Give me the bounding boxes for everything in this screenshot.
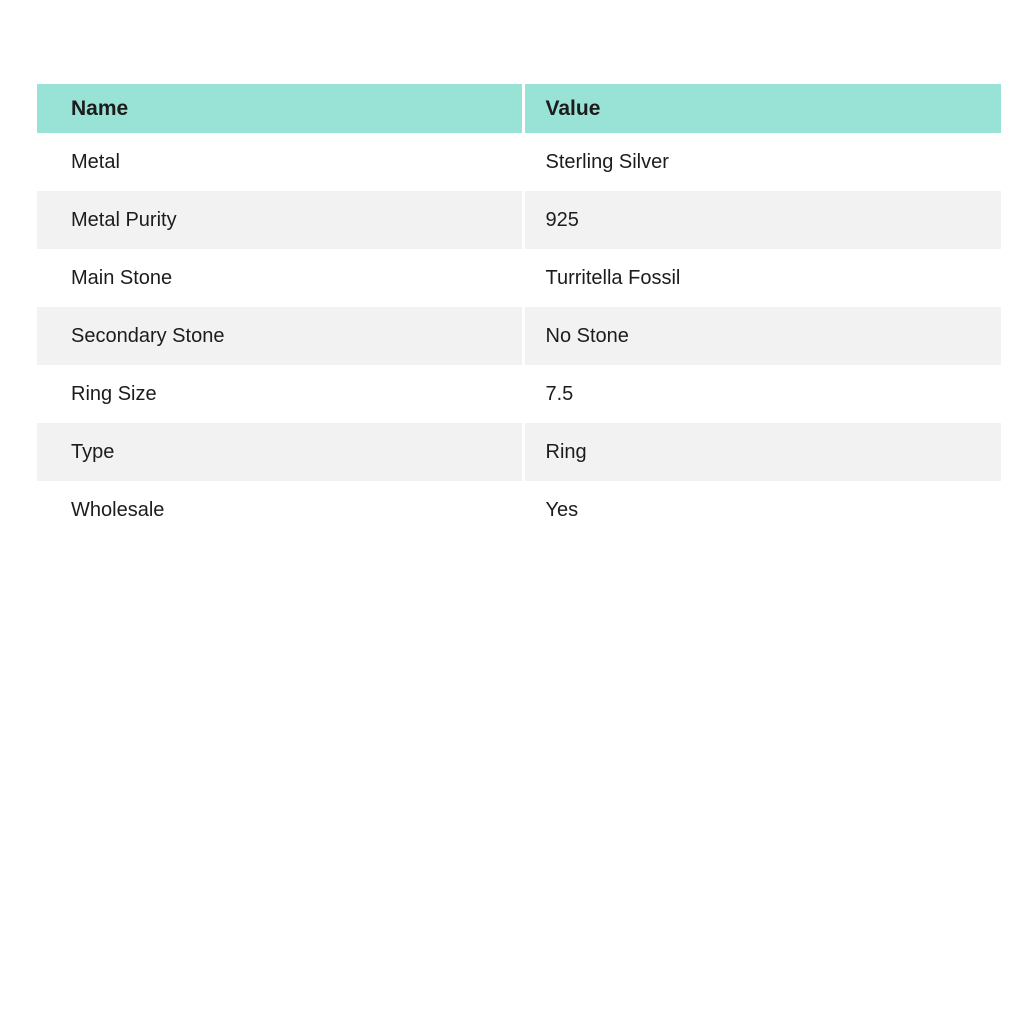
attribute-value-cell: No Stone <box>545 324 629 347</box>
attribute-value-cell: 7.5 <box>545 382 574 405</box>
attribute-value-cell: Ring <box>545 440 587 463</box>
attribute-name-cell: Metal Purity <box>37 191 523 249</box>
table-row <box>37 133 1001 191</box>
column-header-name: Name <box>37 84 523 133</box>
attribute-value-cell: Yes <box>545 498 579 521</box>
table-body <box>37 133 1001 539</box>
product-attributes-table <box>37 84 1001 539</box>
attribute-name-cell: Ring Size <box>37 365 523 423</box>
attribute-value-cell: 925 <box>545 208 579 231</box>
attribute-value-cell: Sterling Silver <box>545 150 669 173</box>
table-row <box>37 249 1001 307</box>
attribute-name-cell: Main Stone <box>37 249 523 307</box>
attribute-name-cell: Secondary Stone <box>37 307 523 365</box>
attribute-name-cell: Metal <box>37 133 523 191</box>
attribute-name-cell: Wholesale <box>37 481 523 539</box>
table-row <box>37 365 1001 423</box>
table-row <box>37 481 1001 539</box>
table-row <box>37 307 1001 365</box>
column-header-value: Value <box>523 84 1001 133</box>
attribute-name-cell: Type <box>37 423 523 481</box>
attribute-value-cell: Turritella Fossil <box>545 266 681 289</box>
table-row <box>37 423 1001 481</box>
table-row <box>37 191 1001 249</box>
header-row <box>37 84 1001 133</box>
table-header <box>37 84 1001 133</box>
